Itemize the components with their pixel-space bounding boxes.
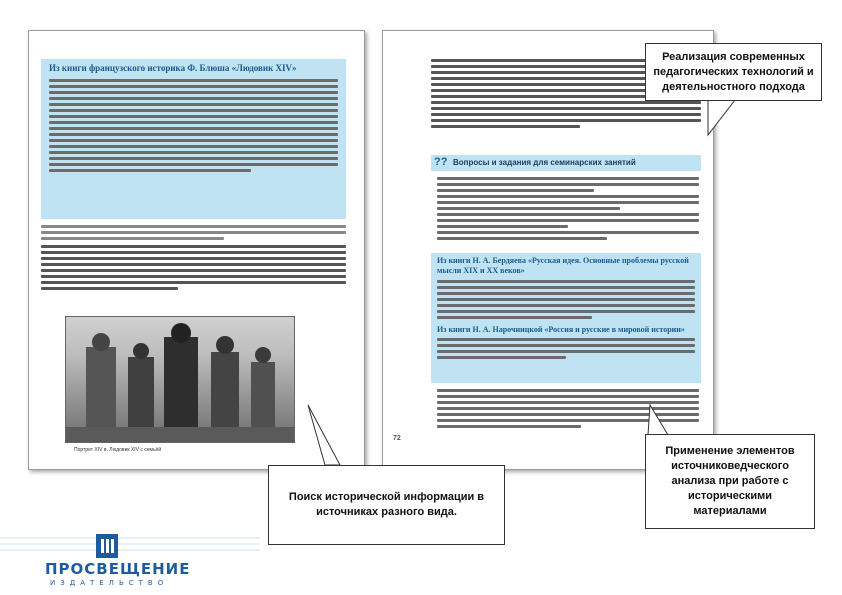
publisher-name: ПРОСВЕЩЕНИЕ	[45, 560, 191, 578]
question-mark-icon: ??	[434, 156, 448, 168]
publisher-subtitle: ИЗДАТЕЛЬСТВО	[50, 579, 169, 587]
section-title: Вопросы и задания для семинарских занятий	[453, 158, 636, 167]
image-caption: Портрет XIV в. Людовик XIV с семьёй	[74, 447, 162, 453]
callout-modern-technologies: Реализация современных педагогических технологий и деятельностного подхода	[645, 43, 822, 101]
publisher-logo	[0, 530, 260, 595]
callout-historical-information: Поиск исторической информации в источниках разного вида.	[268, 465, 505, 545]
excerpt1-title: Из книги Н. А. Бердяева «Русская идея. Основные проблемы русской мысли XIX и XX веков»	[437, 256, 689, 275]
callout-source-analysis: Применение элементов источниковедческого анализа при работе с историческими материалами	[645, 434, 815, 529]
excerpt2-title: Из книги Н. А. Нарочницкой «Россия и русские в мировой истории»	[437, 325, 685, 334]
source-excerpt-title: Из книги французского историка Ф. Блюша «Людовик XIV»	[49, 63, 297, 73]
page-number: 72	[393, 435, 401, 442]
